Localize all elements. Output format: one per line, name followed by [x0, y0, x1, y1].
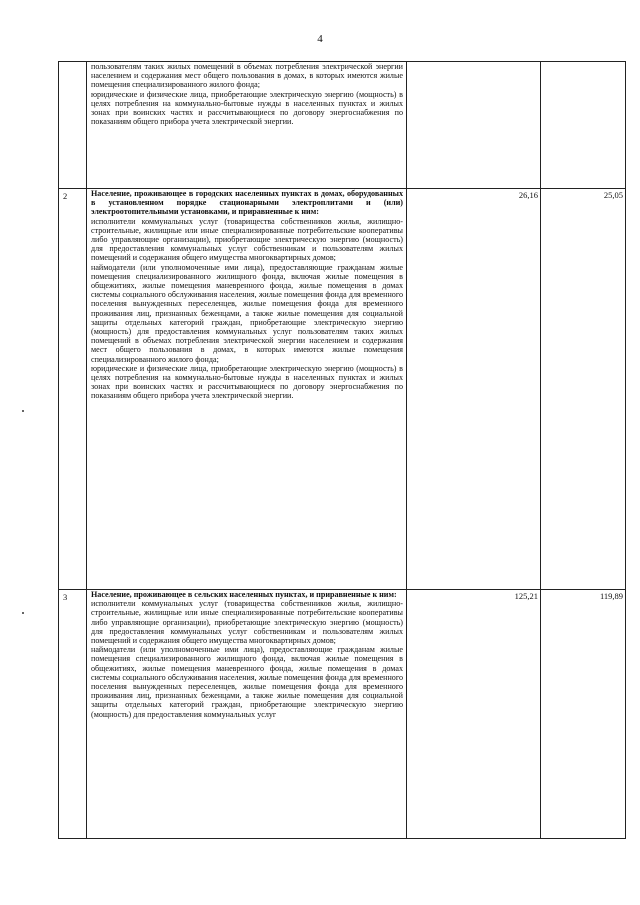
table-row: [59, 62, 626, 189]
scan-mark: [22, 410, 24, 412]
row-number: 3: [59, 590, 87, 839]
paragraph: наймодатели (или уполномоченные ими лица), предоставляющие гражданам жилые помещения специализированного жилищного фонда, включая жилые помещения в общежитиях, жилые помещения маневренного фонда, жилые помещения в домах системы социального обслуживания населения, жилые помещения фонда для временного поселения вынужденных переселенцев, жилые помещения фонда для временного проживания лиц, признанных беженцами, а также жилые помещения для социальной защиты отдельных категорий граждан, приобретающие электрическую энергию (мощность) для предоставления коммунальных услуг: [91, 645, 403, 719]
paragraph: исполнители коммунальных услуг (товарищества собственников жилья, жилищно-строительные, жилищные или иные специализированные потребительские кооперативы либо управляющие организации), приобретающие электрическую энергию (мощность) для предоставления коммунальных услуг собственникам и пользователям жилых помещений и содержания общего имущества многоквартирных домов;: [91, 599, 403, 646]
table-row: [59, 590, 626, 839]
paragraph: пользователям таких жилых помещений в объемах потребления электрической энергии населением и содержания мест общего пользования в домах, в которых имеются жилые помещения специализированного жилого фонда;: [91, 62, 403, 90]
paragraph: юридические и физические лица, приобретающие электрическую энергию (мощность) в целях потребления на коммунально-бытовые нужды в населенных пунктах и жилых зонах при воинских частях и рассчитывающиеся по договору энергоснабжения по показаниям общего прибора учета электрической энергии.: [91, 363, 403, 401]
tariff-value-1: 26,16: [407, 189, 541, 590]
row-heading: Население, проживающее в сельских населенных пунктах, и приравненные к ним:: [91, 590, 397, 599]
tariff-table: [58, 61, 626, 839]
row-number: [59, 62, 87, 189]
row-description: [87, 590, 407, 839]
tariff-value-1: [407, 62, 541, 189]
scan-mark: [22, 612, 24, 614]
tariff-value-2: [541, 62, 626, 189]
row-description: [87, 62, 407, 189]
table-row: [59, 189, 626, 590]
tariff-value-2: 25,05: [541, 189, 626, 590]
row-description: [87, 189, 407, 590]
paragraph: исполнители коммунальных услуг (товарищества собственников жилья, жилищно-строительные, жилищные или иные специализированные потребительские кооперативы либо управляющие организации), приобретающие электрическую энергию (мощность) для предоставления коммунальных услуг собственникам и пользователям жилых помещений и содержания общего имущества многоквартирных домов;: [91, 216, 403, 263]
row-number: 2: [59, 189, 87, 590]
row-heading: Население, проживающее в городских населенных пунктах в домах, оборудованных в установленном порядке стационарными электроплитами и (или) электроотопительными установками, и приравненные к ним:: [91, 189, 403, 217]
tariff-value-1: 125,21: [407, 590, 541, 839]
page-number: 4: [317, 33, 323, 45]
tariff-value-2: 119,89: [541, 590, 626, 839]
paragraph: юридические и физические лица, приобретающие электрическую энергию (мощность) в целях потребления на коммунально-бытовые нужды в населенных пунктах и жилых зонах при воинских частях и рассчитывающиеся по договору энергоснабжения по показаниям общего прибора учета электрической энергии.: [91, 89, 403, 127]
paragraph: наймодатели (или уполномоченные ими лица), предоставляющие гражданам жилые помещения специализированного жилищного фонда, включая жилые помещения в общежитиях, жилые помещения маневренного фонда, жилые помещения в домах системы социального обслуживания населения, жилые помещения фонда для временного поселения вынужденных переселенцев, жилые помещения фонда для временного проживания лиц, признанных беженцами, а также жилые помещения для социальной защиты отдельных категорий граждан, приобретающие электрическую энергию (мощность) для предоставления коммунальных услуг пользователям таких жилых помещений в объемах потребления электрической энергии населением и содержания мест общего пользования в домах, в которых имеются жилые помещения специализированного жилого фонда;: [91, 262, 403, 364]
